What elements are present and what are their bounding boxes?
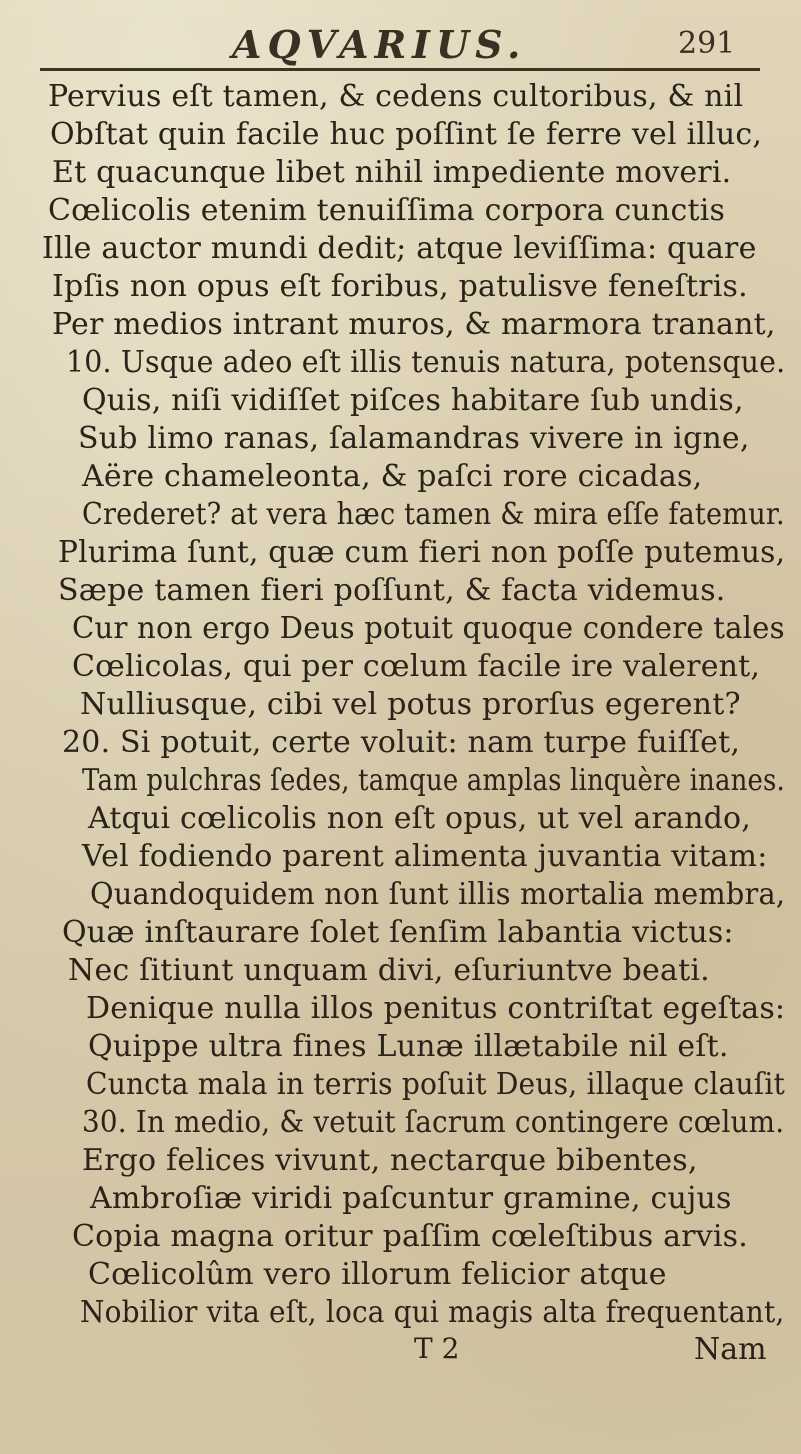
verse-line: 20. Si potuit, certe voluit: nam turpe fuiſſet, (62, 725, 741, 760)
verse-line: Ambroſiæ viridi paſcuntur gramine, cujus (90, 1181, 732, 1216)
verse-line: Vel fodiendo parent alimenta juvantia vitam: (82, 839, 768, 874)
verse-line: Nulliusque, cibi vel potus prorſus egerent? (80, 687, 741, 722)
verse-line: Nec ſitiunt unquam divi, eſuriuntve beati. (68, 953, 710, 988)
verse-line: Tam pulchras ſedes, tamque amplas linquère inanes. (82, 763, 785, 798)
verse-line: Quis, niſi vidiſſet piſces habitare ſub undis, (82, 383, 744, 418)
page-header (0, 22, 801, 70)
verse-line: Atqui cœlicolis non eſt opus, ut vel arando, (88, 801, 752, 836)
verse-line: Quippe ultra fines Lunæ illætabile nil eſt. (88, 1029, 729, 1064)
verse-line: Ille auctor mundi dedit; atque leviſſima: quare (42, 231, 757, 266)
verse-line: Cœlicolas, qui per cœlum facile ire valerent, (72, 649, 761, 684)
verse-line: Cuncta mala in terris poſuit Deus, illaque clauſit (86, 1067, 786, 1102)
verse-line: Aëre chameleonta, & paſci rore cicadas, (82, 459, 703, 494)
catchword: Nam (694, 1332, 767, 1367)
verse-line: Crederet? at vera hæc tamen & mira eſſe fatemur. (82, 497, 785, 532)
verse-line: Plurima ſunt, quæ cum fieri non poſſe putemus, (58, 535, 786, 570)
verse-line: Per medios intrant muros, & marmora tranant, (52, 307, 776, 342)
verse-line: Quandoquidem non ſunt illis mortalia membra, (90, 877, 786, 912)
verse-line: Sæpe tamen fieri poſſunt, & facta videmus. (58, 573, 726, 608)
verse-line: Cœlicolûm vero illorum felicior atque (88, 1257, 667, 1292)
verse-line: Denique nulla illos penitus contriſtat egeſtas: (86, 991, 786, 1026)
verse-line: 10. Usque adeo eſt illis tenuis natura, potensque. (66, 345, 786, 380)
verse-line: Ipſis non opus eſt foribus, patulisve feneſtris. (52, 269, 748, 304)
verse-line: Et quacunque libet nihil impediente moveri. (52, 155, 732, 190)
running-head: AQVARIUS. (232, 22, 527, 67)
verse-line: Cur non ergo Deus potuit quoque condere tales (72, 611, 785, 646)
verse-line: Sub limo ranas, ſalamandras vivere in igne, (78, 421, 750, 456)
verse-line: Ergo felices vivunt, nectarque bibentes, (82, 1143, 698, 1178)
verse-line: Cœlicolis etenim tenuiſſima corpora cunctis (48, 193, 726, 228)
verse-line: Quæ inſtaurare ſolet ſenſim labantia victus: (62, 915, 734, 950)
verse-line: Nobilior vita eſt, loca qui magis alta frequentant, (80, 1295, 785, 1330)
verse-line: Copia magna oritur paſſim cœleſtibus arvis. (72, 1219, 748, 1254)
signature-mark: T 2 (414, 1332, 460, 1365)
page-number: 291 (678, 26, 736, 61)
verse-line: Obſtat quin facile huc poſſint ſe ferre vel illuc, (50, 117, 763, 152)
verse-line: 30. In medio, & vetuit ſacrum contingere cœlum. (82, 1105, 785, 1140)
header-rule (40, 68, 760, 71)
verse-line: Pervius eſt tamen, & cedens cultoribus, & nil (48, 79, 744, 114)
